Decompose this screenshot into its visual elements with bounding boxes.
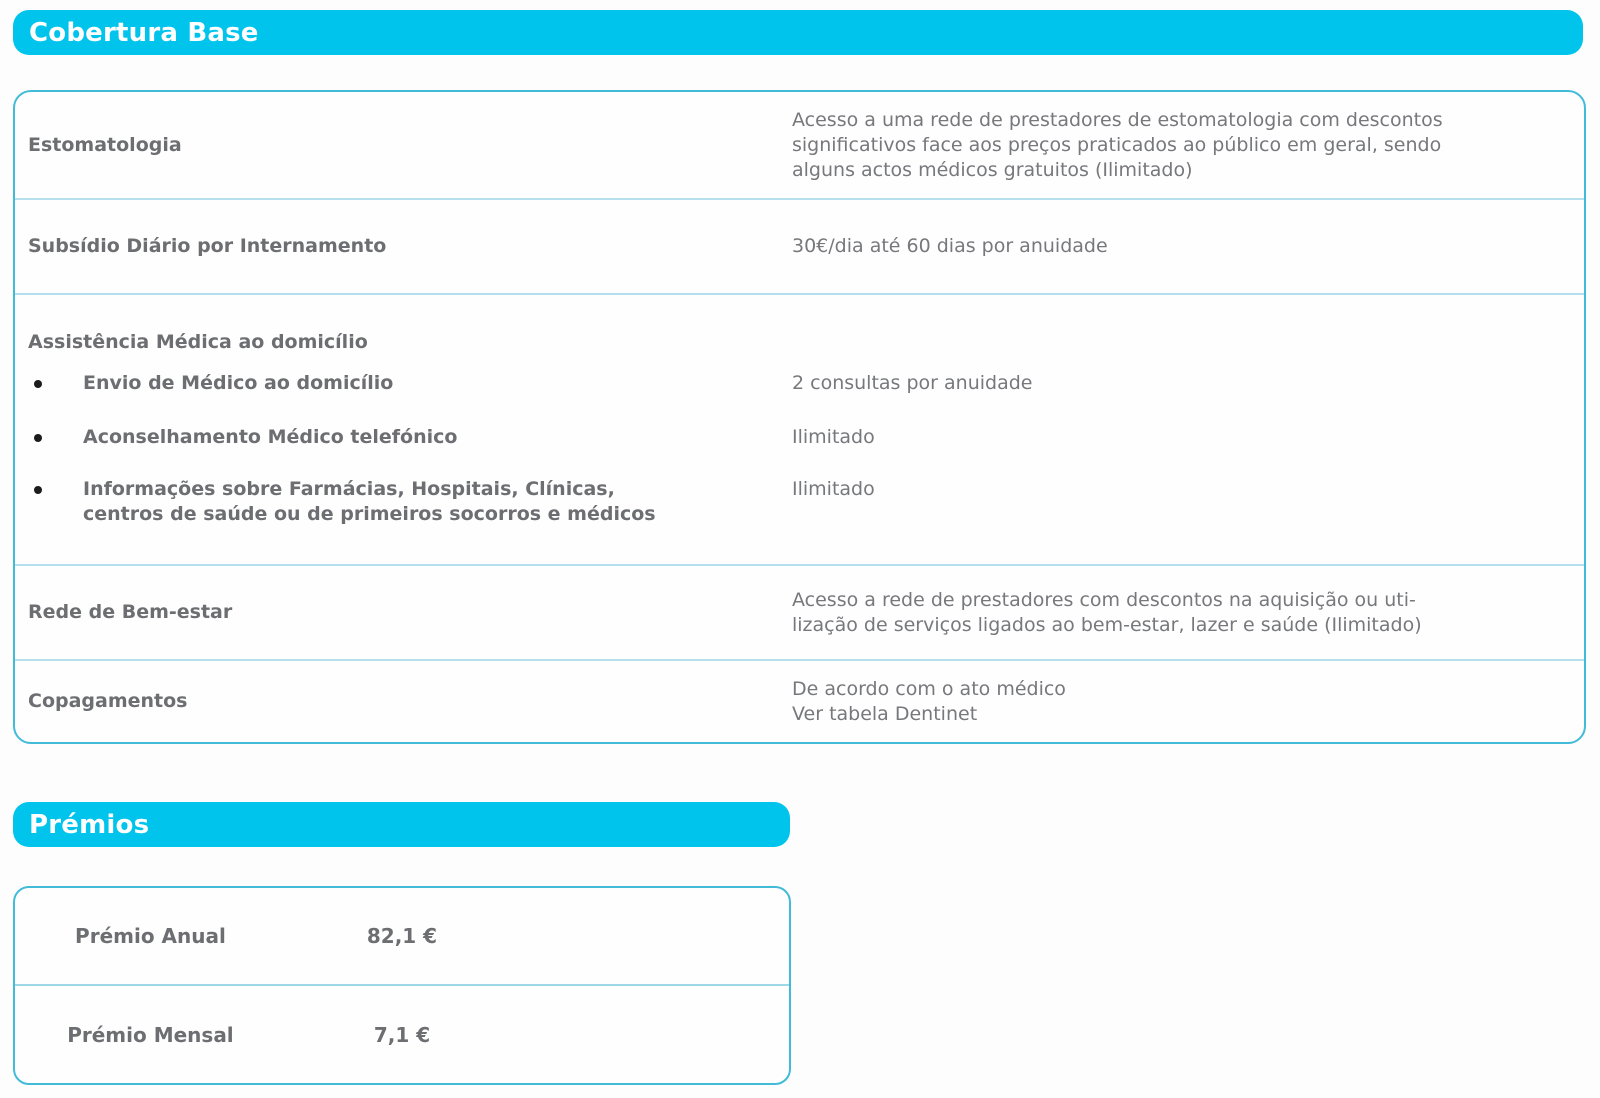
row-value-line: significativos face aos preços praticados ao público em geral, sendo	[792, 133, 1442, 156]
table-row-estomatologia	[15, 92, 1584, 200]
bullet-label: Aconselhamento Médico telefónico	[83, 426, 458, 448]
bullet-item-envio-medico	[15, 371, 1584, 411]
bullet-dot-icon	[34, 434, 42, 442]
table-row-bemestar	[15, 566, 1584, 661]
premium-label: Prémio Anual	[75, 924, 226, 948]
bullet-label-line: Informações sobre Farmácias, Hospitais, Clínicas,	[83, 478, 615, 500]
premium-label: Prémio Mensal	[67, 1023, 234, 1047]
row-value-line: alguns actos médicos gratuitos (Ilimitado)	[792, 158, 1193, 181]
premium-value: 7,1 €	[373, 1023, 431, 1047]
coverage-section-title: Cobertura Base	[29, 17, 259, 48]
assistencia-bullet-list	[15, 371, 1584, 527]
row-value-line: Ver tabela Dentinet	[792, 702, 978, 725]
bullet-item-aconselhamento	[15, 425, 1584, 465]
row-label: Rede de Bem-estar	[28, 601, 233, 623]
bullet-value: Ilimitado	[792, 478, 875, 500]
premiums-table	[13, 886, 791, 1085]
premiums-section-title: Prémios	[29, 809, 150, 840]
table-row-assistencia	[15, 295, 1584, 566]
table-row-premio-mensal	[15, 986, 789, 1084]
bullet-value: 2 consultas por anuidade	[792, 372, 1033, 394]
row-label: Subsídio Diário por Internamento	[28, 235, 387, 257]
table-row-subsidio	[15, 200, 1584, 295]
table-row-copagamentos	[15, 661, 1584, 742]
bullet-label-line: centros de saúde ou de primeiros socorros e médicos	[83, 503, 656, 525]
row-label: Assistência Médica ao domicílio	[28, 331, 368, 353]
bullet-item-informacoes	[15, 477, 1584, 527]
premiums-section-header	[13, 802, 790, 847]
bullet-label: Envio de Médico ao domicílio	[83, 372, 394, 394]
bullet-dot-icon	[34, 380, 42, 388]
row-value-line: lização de serviços ligados ao bem-estar, lazer e saúde (Ilimitado)	[792, 613, 1422, 636]
bullet-value: Ilimitado	[792, 426, 875, 448]
row-value-line: De acordo com o ato médico	[792, 677, 1066, 700]
table-row-premio-anual	[15, 888, 789, 986]
row-label: Estomatologia	[28, 133, 182, 156]
premium-value: 82,1 €	[366, 924, 438, 948]
row-value-line: 30€/dia até 60 dias por anuidade	[792, 235, 1108, 257]
row-value-line: Acesso a uma rede de prestadores de estomatologia com descontos	[792, 108, 1443, 131]
row-value-line: Acesso a rede de prestadores com descontos na aquisição ou uti-	[792, 588, 1416, 611]
bullet-dot-icon	[34, 486, 42, 494]
row-label: Copagamentos	[28, 690, 188, 712]
coverage-section-header	[13, 10, 1583, 55]
coverage-table	[13, 90, 1586, 744]
